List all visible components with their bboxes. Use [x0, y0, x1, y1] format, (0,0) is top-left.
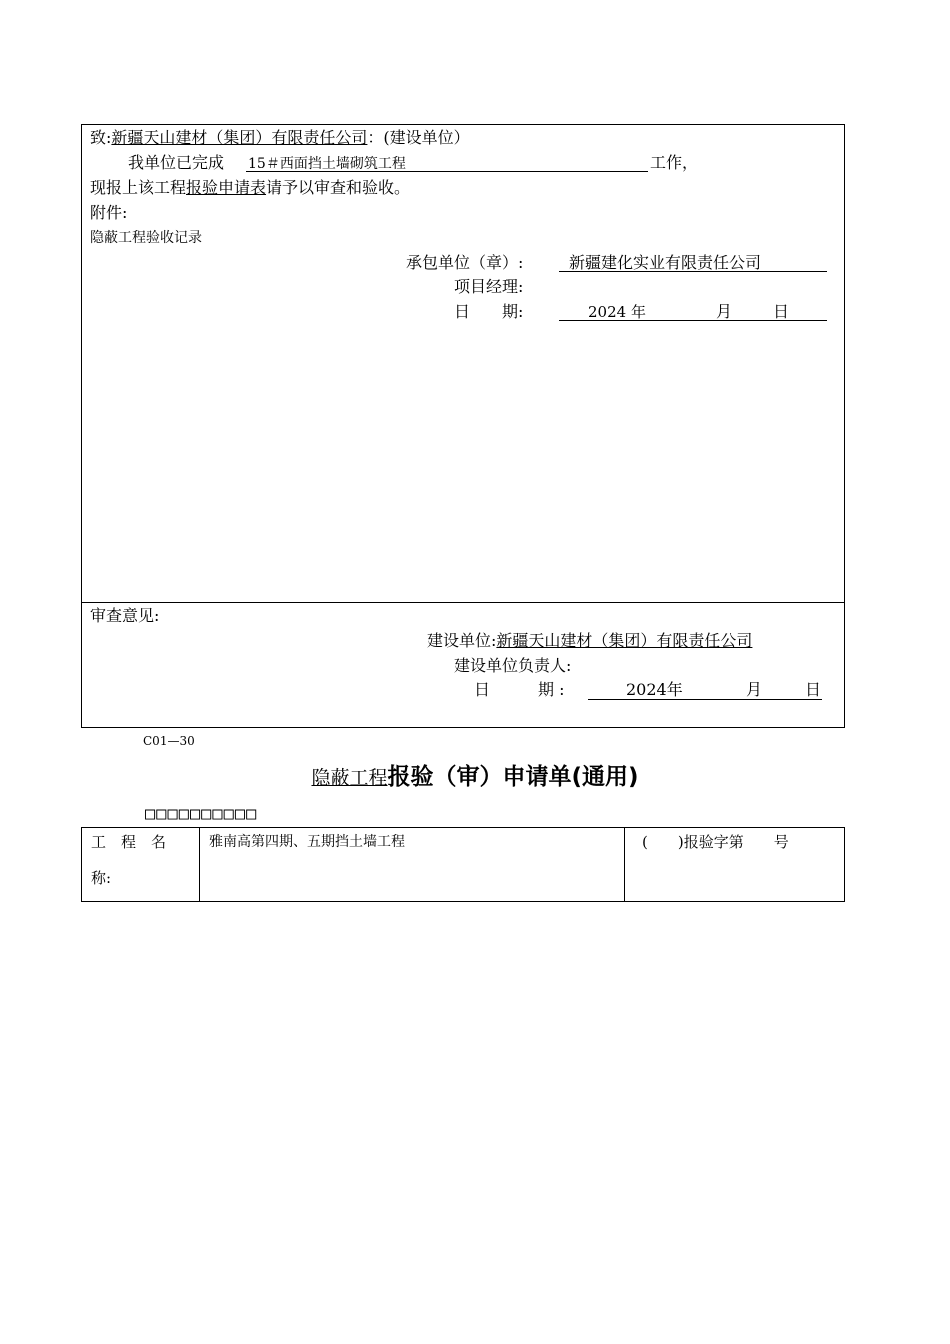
contractor-date-label: 日 期:: [454, 302, 524, 321]
addressee-prefix: 致:: [90, 128, 112, 147]
completed-project: 15＃西面挡土墙砌筑工程: [248, 156, 406, 172]
project-info-table: [81, 827, 845, 902]
form-title-main: 报验（审）申请单(通用): [387, 764, 639, 790]
owner-date-underline: [588, 699, 822, 700]
form-code: C01—30: [143, 734, 195, 748]
addressee-line: [90, 128, 470, 148]
owner-representative-label: 建设单位负责人:: [454, 656, 572, 675]
completed-suffix: 工作，: [650, 153, 699, 172]
attachment-label: 附件:: [90, 203, 128, 222]
project-name-label-1: 工 程 名: [91, 833, 167, 851]
review-opinion-label: 审查意见:: [90, 606, 160, 625]
owner-date-month: 月: [746, 680, 763, 699]
form-title: [0, 762, 950, 793]
report-prefix: 现报上该工程: [90, 178, 187, 197]
completed-project-underline: [246, 171, 648, 172]
attachment-item: 隐蔽工程验收记录: [90, 230, 202, 246]
contractor-date-month: 月: [716, 302, 733, 321]
placeholder-boxes: □□□□□□□□□□: [145, 804, 258, 824]
contractor-underline: [559, 271, 827, 272]
owner-date-day: 日: [805, 680, 822, 699]
owner-label: 建设单位:: [427, 631, 497, 650]
addressee-company: 新疆天山建材（集团）有限责任公司: [111, 128, 368, 147]
completed-prefix: 我单位已完成: [128, 153, 225, 172]
report-number: ( )报验字第 号: [625, 828, 845, 902]
completed-work-line: [128, 153, 224, 173]
project-name-label-2: 称:: [91, 869, 112, 887]
form-divider: [81, 602, 845, 603]
contractor-date-underline: [559, 320, 827, 321]
report-document: 报验申请表: [186, 178, 267, 197]
report-suffix: 请予以审查和验收。: [266, 178, 411, 197]
contractor-label: 承包单位（章）:: [406, 253, 524, 272]
contractor-date-day: 日: [773, 302, 790, 321]
contractor-name: 新疆建化实业有限责任公司: [569, 253, 762, 272]
owner-line: [427, 631, 752, 651]
project-name-label-cell: [82, 828, 200, 902]
owner-name: 新疆天山建材（集团）有限责任公司: [496, 631, 753, 650]
addressee-suffix: ：(建设单位）: [367, 128, 470, 147]
project-manager-label: 项目经理:: [454, 277, 524, 296]
owner-date-label: 日 期 :: [474, 680, 565, 699]
form-title-underlined: 隐蔽工程: [311, 767, 388, 789]
report-line: [90, 178, 410, 198]
owner-date-year: 2024年: [626, 680, 683, 699]
table-row: [82, 828, 845, 902]
contractor-date-year: 2024 年: [588, 303, 646, 321]
project-name-value: 雅南高第四期、五期挡土墙工程: [200, 828, 625, 902]
